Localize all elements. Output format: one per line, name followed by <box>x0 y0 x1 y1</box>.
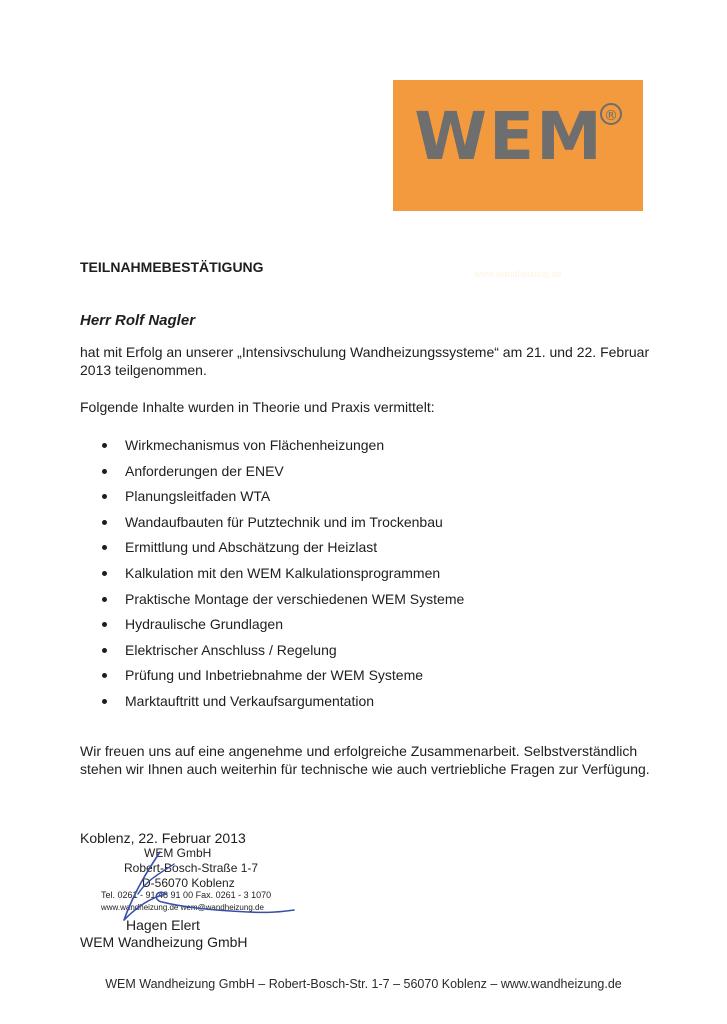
topic-item: Hydraulische Grundlagen <box>80 612 640 638</box>
stamp-web: www.wandheizung.de wem@wandheizung.de <box>101 903 264 912</box>
signatory-company: WEM Wandheizung GmbH <box>80 934 248 950</box>
wem-wordmark-graphic <box>393 80 643 211</box>
stamp-phone: Tel. 0261 - 91 48 91 00 Fax. 0261 - 3 1070 <box>101 890 272 900</box>
topic-item: Marktauftritt und Verkaufsargumentation <box>80 689 640 715</box>
topic-item: Kalkulation mit den WEM Kalkulationsprogrammen <box>80 561 640 587</box>
topic-item: Planungsleitfaden WTA <box>80 484 640 510</box>
stamp-company: WEM GmbH <box>144 846 212 860</box>
topics-lead: Folgende Inhalte wurden in Theorie und Praxis vermittelt: <box>80 399 435 415</box>
stamp-city: D-56070 Koblenz <box>142 876 235 890</box>
company-logo <box>393 80 643 279</box>
topic-item: Wirkmechanismus von Flächenheizungen <box>80 433 640 459</box>
document-heading: TEILNAHMEBESTÄTIGUNG <box>80 259 264 275</box>
topic-item: Anforderungen der ENEV <box>80 459 640 485</box>
recipient-name: Herr Rolf Nagler <box>80 312 196 329</box>
logo-tagline: WANDHEIZUNG <box>423 243 613 265</box>
topic-item: Elektrischer Anschluss / Regelung <box>80 638 640 664</box>
stamp-street: Robert-Bosch-Straße 1-7 <box>124 861 259 875</box>
intro-paragraph: hat mit Erfolg an unserer „Intensivschulung Wandheizungssysteme“ am 21. und 22. Februar 2013 teilgenommen. <box>80 344 650 378</box>
handwritten-signature <box>108 848 308 928</box>
topic-list <box>80 433 640 715</box>
logo-url: www.wandheizung.de <box>474 269 562 279</box>
registered-mark: ® <box>604 108 618 124</box>
signatory-name: Hagen Elert <box>126 917 200 933</box>
topic-item: Prüfung und Inbetriebnahme der WEM Systeme <box>80 663 640 689</box>
closing-paragraph: Wir freuen uns auf eine angenehme und erfolgreiche Zusammenarbeit. Selbstverständlich stehen wir Ihnen auch weiterhin für technische wie auch vertriebliche Fragen zur Verfügung. <box>80 743 650 777</box>
topic-item: Wandaufbauten für Putztechnik und im Trockenbau <box>80 510 640 536</box>
topic-item: Praktische Montage der verschiedenen WEM Systeme <box>80 587 640 613</box>
place-date: Koblenz, 22. Februar 2013 <box>80 830 246 846</box>
topic-item: Ermittlung und Abschätzung der Heizlast <box>80 535 640 561</box>
page-footer: WEM Wandheizung GmbH – Robert-Bosch-Str. 1-7 – 56070 Koblenz – www.wandheizung.de <box>105 977 622 991</box>
logo-wordmark: WEM <box>414 98 604 175</box>
